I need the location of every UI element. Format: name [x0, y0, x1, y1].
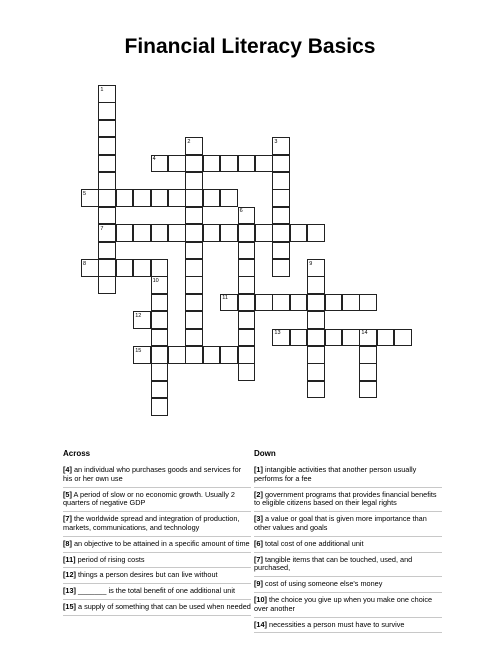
- grid-cell[interactable]: [238, 363, 256, 381]
- grid-cell[interactable]: [185, 155, 203, 173]
- clue-number: [1]: [254, 465, 263, 474]
- grid-cell[interactable]: [272, 259, 290, 277]
- grid-cell[interactable]: [342, 294, 360, 312]
- grid-cell[interactable]: [151, 224, 169, 242]
- across-clue-list: [63, 465, 251, 618]
- grid-cell[interactable]: [325, 294, 343, 312]
- clue-text: things a person desires but can live without: [75, 570, 218, 580]
- grid-cell[interactable]: [98, 276, 116, 294]
- clue-number: [10]: [254, 594, 267, 604]
- clue-text: a supply of something that can be used when needed: [75, 601, 251, 611]
- grid-cell[interactable]: [272, 189, 290, 207]
- grid-cell[interactable]: [359, 329, 377, 347]
- grid-cell[interactable]: [359, 294, 377, 312]
- grid-cell[interactable]: [290, 224, 308, 242]
- down-clue: [254, 539, 442, 553]
- clue-text: tangible items that can be touched, used, and purchased,: [254, 554, 413, 573]
- across-clue: [63, 586, 251, 600]
- grid-cell[interactable]: [238, 155, 256, 173]
- down-clue: [254, 595, 442, 618]
- across-clue: [63, 555, 251, 569]
- clue-number-label: 10: [152, 277, 159, 284]
- clue-number: [2]: [254, 489, 263, 499]
- down-heading: Down: [254, 449, 276, 458]
- grid-cell[interactable]: [238, 207, 256, 225]
- grid-cell[interactable]: [238, 224, 256, 242]
- grid-cell[interactable]: [133, 259, 151, 277]
- grid-cell[interactable]: [290, 329, 308, 347]
- grid-cell[interactable]: [272, 224, 290, 242]
- grid-cell[interactable]: [272, 207, 290, 225]
- clue-text: _______ is the total benefit of one additional unit: [75, 586, 236, 596]
- grid-cell[interactable]: [98, 242, 116, 260]
- grid-cell[interactable]: [151, 398, 169, 416]
- grid-cell[interactable]: [185, 224, 203, 242]
- grid-cell[interactable]: [203, 224, 221, 242]
- clue-number-label: 6: [239, 208, 243, 215]
- down-clue: [254, 490, 442, 513]
- clue-text: the worldwide spread and integration of production, markets, communications, and technology: [63, 514, 240, 532]
- grid-cell[interactable]: [394, 329, 412, 347]
- grid-cell[interactable]: [133, 346, 151, 364]
- across-clue: [63, 514, 251, 537]
- grid-cell[interactable]: [325, 329, 343, 347]
- grid-cell[interactable]: [98, 120, 116, 138]
- grid-cell[interactable]: [98, 224, 116, 242]
- grid-cell[interactable]: [133, 311, 151, 329]
- clue-text: period of rising costs: [75, 554, 145, 564]
- grid-cell[interactable]: [307, 294, 325, 312]
- clue-number-label: 7: [100, 225, 104, 232]
- grid-cell[interactable]: [255, 224, 273, 242]
- grid-cell[interactable]: [116, 259, 134, 277]
- clue-number: [6]: [254, 538, 263, 548]
- page-title: Financial Literacy Basics: [124, 35, 376, 58]
- grid-cell[interactable]: [133, 189, 151, 207]
- clue-number: [7]: [254, 554, 263, 564]
- across-clue: [63, 539, 251, 553]
- grid-cell[interactable]: [220, 155, 238, 173]
- grid-cell[interactable]: [307, 363, 325, 381]
- clue-number: [13]: [63, 586, 76, 596]
- clue-number: [11]: [63, 554, 76, 564]
- clue-number: [14]: [254, 619, 267, 629]
- grid-cell[interactable]: [203, 189, 221, 207]
- grid-cell[interactable]: [98, 155, 116, 173]
- down-clue: [254, 579, 442, 593]
- grid-cell[interactable]: [238, 276, 256, 294]
- grid-cell[interactable]: [151, 381, 169, 399]
- grid-cell[interactable]: [272, 242, 290, 260]
- clue-number: [12]: [63, 570, 76, 580]
- across-clue: [63, 490, 251, 513]
- grid-cell[interactable]: [151, 155, 169, 173]
- grid-cell[interactable]: [168, 346, 186, 364]
- grid-cell[interactable]: [203, 346, 221, 364]
- clue-text: an individual who purchases goods and services for his or her own use: [63, 465, 242, 483]
- grid-cell[interactable]: [185, 242, 203, 260]
- grid-cell[interactable]: [151, 189, 169, 207]
- grid-cell[interactable]: [220, 294, 238, 312]
- grid-cell[interactable]: [220, 189, 238, 207]
- clue-text: a value or goal that is given more importance than other values and goals: [254, 514, 427, 532]
- grid-cell[interactable]: [272, 155, 290, 173]
- grid-cell[interactable]: [359, 381, 377, 399]
- clue-number-label: 14: [361, 330, 368, 337]
- clue-number-label: 5: [83, 190, 87, 197]
- grid-cell[interactable]: [151, 311, 169, 329]
- grid-cell[interactable]: [98, 259, 116, 277]
- clue-text: the choice you give up when you make one choice over another: [254, 594, 433, 613]
- grid-cell[interactable]: [307, 311, 325, 329]
- clue-number-label: 4: [152, 156, 156, 163]
- grid-cell[interactable]: [220, 224, 238, 242]
- grid-cell[interactable]: [168, 155, 186, 173]
- grid-cell[interactable]: [151, 329, 169, 347]
- clue-number: [8]: [63, 538, 72, 548]
- grid-cell[interactable]: [307, 329, 325, 347]
- grid-cell[interactable]: [185, 259, 203, 277]
- grid-cell[interactable]: [98, 172, 116, 190]
- grid-cell[interactable]: [151, 259, 169, 277]
- grid-cell[interactable]: [238, 311, 256, 329]
- grid-cell[interactable]: [98, 137, 116, 155]
- down-clue: [254, 555, 442, 578]
- clue-number: [4]: [63, 465, 72, 474]
- grid-cell[interactable]: [81, 189, 99, 207]
- down-clue: [254, 514, 442, 537]
- grid-cell[interactable]: [290, 294, 308, 312]
- grid-cell[interactable]: [151, 346, 169, 364]
- clue-text: intangible activities that another person usually performs for a fee: [254, 465, 417, 483]
- grid-cell[interactable]: [185, 276, 203, 294]
- grid-cell[interactable]: [377, 329, 395, 347]
- grid-cell[interactable]: [359, 363, 377, 381]
- grid-cell[interactable]: [342, 329, 360, 347]
- grid-cell[interactable]: [151, 363, 169, 381]
- grid-cell[interactable]: [238, 329, 256, 347]
- grid-cell[interactable]: [307, 346, 325, 364]
- grid-cell[interactable]: [185, 294, 203, 312]
- grid-cell[interactable]: [238, 294, 256, 312]
- grid-cell[interactable]: [307, 259, 325, 277]
- grid-cell[interactable]: [116, 224, 134, 242]
- clue-number-label: 8: [83, 260, 87, 267]
- across-clue: [63, 570, 251, 584]
- clue-number: [7]: [63, 514, 72, 524]
- clue-number: [5]: [63, 489, 72, 499]
- grid-cell[interactable]: [238, 259, 256, 277]
- grid-cell[interactable]: [307, 381, 325, 399]
- clue-text: necessities a person must have to survive: [266, 619, 405, 629]
- grid-cell[interactable]: [133, 224, 151, 242]
- clue-text: total cost of one additional unit: [262, 538, 364, 548]
- grid-cell[interactable]: [185, 189, 203, 207]
- grid-cell[interactable]: [98, 207, 116, 225]
- clue-text: A period of slow or no economic growth. Usually 2 quarters of negative GDP: [63, 489, 235, 508]
- clue-number-label: 12: [135, 312, 142, 319]
- clue-number: [9]: [254, 579, 263, 589]
- clue-number-label: 9: [309, 260, 313, 267]
- grid-cell[interactable]: [307, 224, 325, 242]
- clue-text: an objective to be attained in a specific amount of time: [71, 538, 250, 548]
- down-clue-list: [254, 465, 442, 635]
- clue-number-label: 2: [187, 138, 191, 145]
- down-clue: [254, 465, 442, 488]
- grid-cell[interactable]: [203, 155, 221, 173]
- grid-cell[interactable]: [238, 242, 256, 260]
- grid-cell[interactable]: [168, 224, 186, 242]
- clue-number-label: 1: [100, 86, 104, 93]
- grid-cell[interactable]: [185, 311, 203, 329]
- grid-cell[interactable]: [307, 276, 325, 294]
- grid-cell[interactable]: [98, 102, 116, 120]
- across-clue: [63, 465, 251, 488]
- grid-cell[interactable]: [238, 346, 256, 364]
- grid-cell[interactable]: [185, 207, 203, 225]
- grid-cell[interactable]: [220, 346, 238, 364]
- grid-cell[interactable]: [255, 155, 273, 173]
- clue-text: cost of using someone else's money: [262, 579, 383, 589]
- grid-cell[interactable]: [168, 189, 186, 207]
- grid-cell[interactable]: [185, 172, 203, 190]
- grid-cell[interactable]: [151, 294, 169, 312]
- grid-cell[interactable]: [185, 137, 203, 155]
- grid-cell[interactable]: [272, 172, 290, 190]
- clue-number-label: 15: [135, 347, 142, 354]
- grid-cell[interactable]: [81, 259, 99, 277]
- grid-cell[interactable]: [98, 85, 116, 103]
- grid-cell[interactable]: [359, 346, 377, 364]
- across-clue: [63, 602, 251, 616]
- clue-number-label: 13: [274, 330, 281, 337]
- grid-cell[interactable]: [185, 329, 203, 347]
- grid-cell[interactable]: [272, 137, 290, 155]
- clue-number: [3]: [254, 514, 263, 524]
- grid-cell[interactable]: [255, 294, 273, 312]
- grid-cell[interactable]: [116, 189, 134, 207]
- grid-cell[interactable]: [151, 276, 169, 294]
- grid-cell[interactable]: [98, 189, 116, 207]
- across-heading: Across: [63, 449, 91, 458]
- clue-number: [15]: [63, 601, 76, 611]
- down-clue: [254, 620, 442, 634]
- grid-cell[interactable]: [272, 329, 290, 347]
- clue-text: government programs that provides financial benefits to eligible citizens based on their legal rights: [254, 489, 437, 508]
- clue-number-label: 11: [222, 295, 228, 302]
- grid-cell[interactable]: [272, 294, 290, 312]
- clue-number-label: 3: [274, 138, 278, 145]
- grid-cell[interactable]: [185, 346, 203, 364]
